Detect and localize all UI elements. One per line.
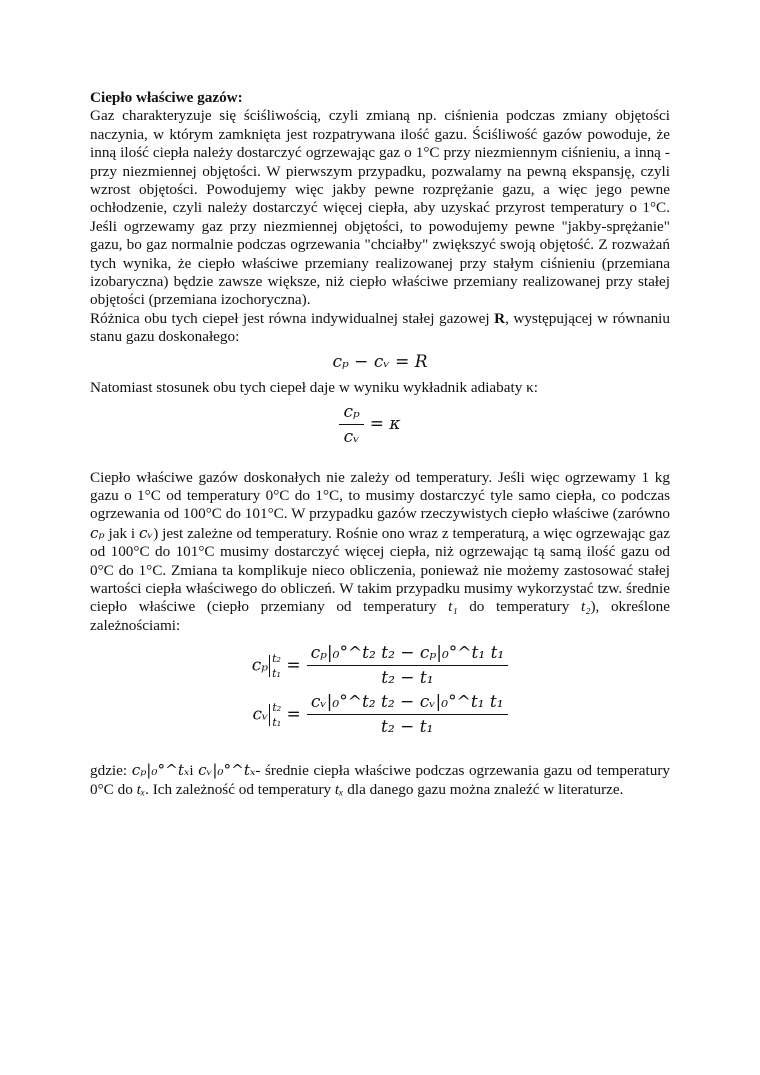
text: gdzie: — [90, 762, 132, 780]
rhs: = κ — [369, 413, 401, 434]
text: dla danego gazu można znaleźć w literaturze. — [343, 780, 624, 798]
text: jak i — [104, 524, 140, 542]
upper-limit: t₂ — [272, 651, 281, 665]
paragraph-real-gases — [90, 469, 670, 636]
text: i — [189, 762, 199, 780]
numerator: cₚ|₀°^t₂ t₂ − cₚ|₀°^t₁ t₁ — [307, 643, 509, 666]
symbol-t2: t₂ — [580, 598, 591, 616]
text: ), określone zależnościami: — [90, 598, 670, 634]
symbol-t1: t₁ — [448, 598, 458, 616]
section-title: Ciepło właściwe gazów: — [90, 89, 243, 106]
text: , występującej w równaniu stanu gazu doskonałego: — [90, 309, 670, 346]
lower-limit: t₁ — [272, 715, 282, 729]
paragraph-compressibility: Gaz charakteryzuje się ściśliwością, czyli zmianą np. ciśnienia podczas zmiany objętości naczynia, w którym zamknięta jest rozpatrywana ilość gazu. Ściśliwość gazów powoduje, że inną ilość ciepła należy dostarczyć ogrzewając gaz o 1°C przy niezmiennym ciśnieniu, a inną - przy niezmiennej objętości. W pierwszym przypadku, pozwalamy na pewną ekspansję, czyli wzrost objętości. Powodujemy więc jakby pewne rozprężanie gazu, a więc jego pewne ochłodzenie, czyli należy dostarczyć więcej ciepła, aby uzyskać przyrost temperatury o 1°C. Jeśli ogrzewamy gaz przy niezmiennej objętości, to powodujemy pewne "jakby-sprężanie" gazu, bo gaz normalnie podczas ogrzewania "chciałby" zwiększyć swoją objętość. Z rozważań tych wynika, że ciepło właściwe przemiany realizowanej przy stałym ciśnieniu (przemiana izobaryczna) będzie zawsze większe, niż ciepło właściwe przemiany realizowanej przy stałej objętości (przemiana izochoryczna). — [90, 107, 670, 309]
paragraph-where — [90, 761, 670, 799]
symbol-tx: tₓ — [334, 780, 344, 798]
limits — [272, 700, 282, 729]
fraction — [307, 692, 508, 737]
lhs: cᵥ t₂ t₁ = — [252, 700, 301, 729]
equations-mean-heat — [90, 641, 670, 739]
limits — [272, 651, 281, 680]
text: do temperatury — [457, 598, 581, 616]
symbol-cp: cₚ — [90, 523, 105, 542]
lhs-symbol: cₚ — [251, 655, 269, 676]
symbol-cv: cᵥ — [139, 523, 154, 542]
symbol-tx: tₓ — [136, 780, 146, 798]
text: ) jest zależne od temperatury. Rośnie ono wraz z temperaturą, a więc ogrzewając gaz od 100°C do 101°C musimy dostarczyć więcej ciepła, niż ogrzewając tą samą ilość gazu od 0°C do 1°C. Zmiana ta komplikuje nieco obliczenia, ponieważ nie możemy zastosować stałej wartości ciepła właściwego do obliczeń. W takim przypadku musimy wykorzystać tzw. średnie ciepło właściwe (ciepło przemiany od temperatury — [90, 524, 670, 616]
denominator: t₂ − t₁ — [381, 668, 434, 689]
text: Ciepło właściwe gazów doskonałych nie zależy od temperatury. Jeśli więc ogrzewamy 1 kg gazu o 1°C od temperatury 0°C do 1°C, to musimy dostarczyć tyle samo ciepła, co podczas ogrzewania od 100°C do 101°C. W przypadku gazów rzeczywistych ciepło właściwe (zarówno — [90, 468, 670, 523]
numerator: cₚ — [339, 402, 363, 425]
paragraph-gas-constant — [90, 310, 670, 347]
equation-cp-minus-cv: cₚ − cᵥ = R — [332, 351, 428, 372]
fraction — [307, 643, 509, 688]
paragraph-adiabatic: Natomiast stosunek obu tych ciepeł daje w wyniku wykładnik adiabaty κ: — [90, 379, 538, 397]
lower-limit: t₁ — [272, 666, 281, 680]
text: Różnica obu tych ciepeł jest równa indywidualnej stałej gazowej — [90, 309, 495, 327]
equation-mean-cv — [252, 692, 507, 737]
lhs: cₚ t₂ t₁ = — [251, 651, 301, 680]
symbol-mean-cp: cₚ|₀°^tₓ — [131, 761, 190, 780]
equation-mean-cp — [252, 643, 509, 688]
lhs-symbol: cᵥ — [252, 704, 269, 725]
symbol-R: R — [494, 309, 506, 327]
document-page — [90, 89, 670, 799]
denominator: cᵥ — [343, 426, 360, 447]
equation-kappa — [70, 402, 670, 447]
text: . Ich zależność od temperatury — [145, 780, 335, 798]
upper-limit: t₂ — [272, 700, 282, 714]
denominator: t₂ − t₁ — [381, 717, 434, 738]
symbol-mean-cv: cᵥ|₀°^tₓ — [198, 761, 256, 780]
numerator: cᵥ|₀°^t₂ t₂ − cᵥ|₀°^t₁ t₁ — [307, 692, 508, 715]
fraction — [339, 402, 363, 447]
text: - średnie ciepła właściwe podczas ogrzewania gazu od temperatury 0°C do — [90, 762, 670, 798]
